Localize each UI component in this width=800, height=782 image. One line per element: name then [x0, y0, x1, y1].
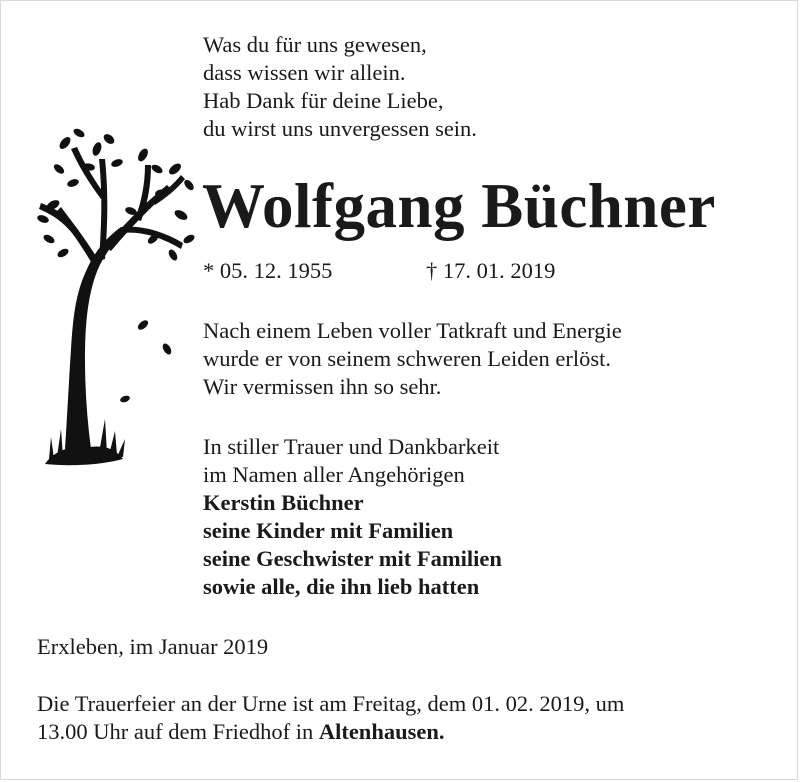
mourner-name: sowie alle, die ihn lieb hatten — [203, 574, 480, 599]
funeral-line: Die Trauerfeier an der Urne ist am Freitag, dem 01. 02. 2019, um — [37, 691, 625, 716]
funeral-place: Altenhausen. — [318, 719, 445, 744]
memorial-message — [203, 317, 622, 401]
funeral-line-text: 13.00 Uhr auf dem Friedhof in — [37, 719, 319, 744]
memorial-poem — [203, 31, 477, 143]
birth-date: * 05. 12. 1955 — [203, 258, 333, 283]
message-line: wurde er von seinem schweren Leiden erlöst. — [203, 346, 611, 371]
death-date: † 17. 01. 2019 — [426, 258, 556, 283]
mourners-intro-line: im Namen aller Angehörigen — [203, 462, 465, 487]
message-line: Nach einem Leben voller Tatkraft und Energie — [203, 318, 622, 343]
poem-line: Hab Dank für deine Liebe, — [203, 88, 444, 113]
poem-line: Was du für uns gewesen, — [203, 32, 427, 57]
mourner-name: Kerstin Büchner — [203, 490, 364, 515]
mourners-section — [203, 433, 502, 601]
mourner-name: seine Kinder mit Familien — [203, 518, 454, 543]
place-date: Erxleben, im Januar 2019 — [37, 634, 269, 659]
funeral-line — [37, 718, 624, 746]
deceased-name: Wolfgang Büchner — [202, 171, 716, 241]
message-line: Wir vermissen ihn so sehr. — [203, 374, 442, 399]
poem-line: dass wissen wir allein. — [203, 60, 406, 85]
mourners-intro-line: In stiller Trauer und Dankbarkeit — [203, 434, 500, 459]
funeral-info — [37, 690, 624, 746]
mourner-name: seine Geschwister mit Familien — [203, 546, 502, 571]
tree-silhouette-icon — [35, 119, 195, 479]
poem-line: du wirst uns unvergessen sein. — [203, 116, 477, 141]
